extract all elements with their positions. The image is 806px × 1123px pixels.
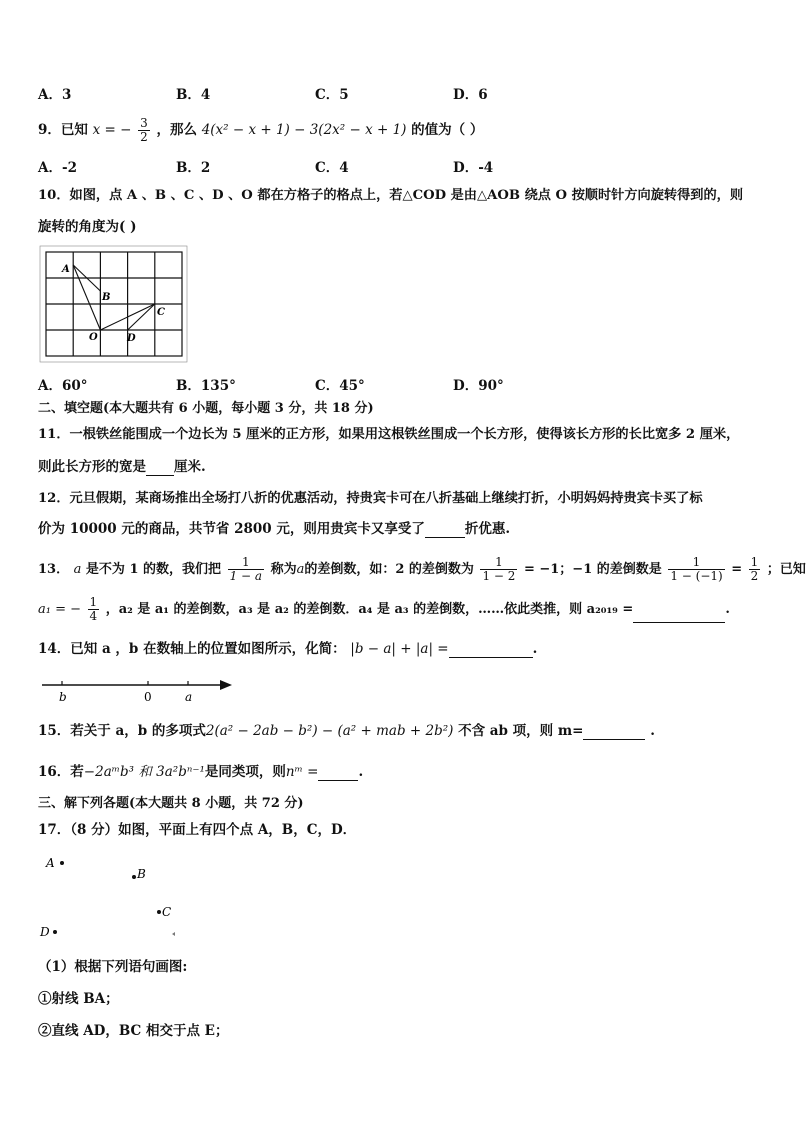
q17-item-1: ①射线 BA；	[38, 991, 119, 1007]
q10-label-a: A	[62, 264, 70, 275]
q15-line	[38, 722, 655, 740]
q14-label-a: a	[185, 690, 193, 704]
q13-text-6: ，a₂ 是 a₁ 的差倒数，a₃ 是 a₂ 的差倒数．a₄ 是 a₃ 的差倒数，……依此类推，则 a₂₀₁₉ =	[105, 602, 634, 617]
q13-end: .	[725, 602, 730, 617]
q9-fraction	[138, 117, 150, 144]
q13-frac-5-num: 1	[89, 595, 98, 609]
q13-frac-5-den: 4	[89, 609, 98, 623]
q17-point-c	[157, 910, 161, 914]
q13-number: 13．	[38, 562, 70, 577]
q17-line: 17．（8 分）如图，平面上有四个点 A，B，C，D．	[38, 822, 357, 838]
q13-var-a: a	[73, 562, 82, 577]
q9-option-c: C．4	[315, 160, 349, 176]
q17-point-b	[132, 875, 136, 879]
q9-frac-den: 2	[140, 130, 148, 144]
q16-expression-2: nᵐ =	[285, 764, 319, 780]
q13-frac-2	[480, 556, 517, 583]
q10-line-1: 10．如图，点 A 、B 、C 、D 、O 都在方格子的格点上，若△COD 是由△AOB 绕点 O 按顺时针方向旋转得到的，则	[38, 188, 744, 203]
q13-frac-2-num: 1	[480, 556, 517, 570]
q17-label-d: D	[40, 925, 50, 939]
q13-frac-4-num: 1	[750, 555, 759, 569]
q13-text-5: ；已知	[766, 562, 806, 577]
q16-line	[38, 763, 363, 781]
q13-frac-4	[749, 556, 761, 583]
q17-label-b: B	[137, 867, 146, 881]
q13-text-3: 的差倒数，如：2 的差倒数为	[304, 562, 474, 577]
q17-label-c: C	[162, 905, 172, 919]
q12-line-2	[38, 520, 510, 538]
q17-mark-icon	[172, 932, 175, 936]
q17-sub-1: （1）根据下列语句画图:	[38, 959, 188, 975]
q15-expression: 2(a² − 2ab − b²) − (a² + mab + 2b²)	[205, 723, 454, 739]
q17-point-d	[53, 930, 57, 934]
q9-frac-num: 3	[140, 116, 148, 130]
q16-mid: 是同类项，则	[204, 764, 286, 780]
q14-line	[38, 640, 537, 658]
q10-option-a: A．60°	[38, 378, 88, 394]
q12-answer-blank[interactable]	[425, 523, 465, 538]
q14-arrow-icon	[220, 680, 232, 690]
q8-option-c: C．5	[315, 87, 349, 103]
q14-answer-blank[interactable]	[449, 643, 533, 658]
q15-mid: 不含 ab 项，则 m=	[458, 723, 584, 739]
q14-end: .	[532, 641, 538, 657]
q13-frac-5	[88, 596, 100, 623]
q13-a1: a₁ = −	[38, 602, 82, 617]
q17-label-a: A	[46, 856, 55, 870]
q9-suffix: 的值为（ ）	[411, 122, 484, 138]
q10-label-d: D	[127, 333, 136, 344]
q13-frac-4-den: 2	[750, 569, 759, 583]
q10-label-b: B	[102, 292, 111, 303]
q12-line-1: 12．元旦假期，某商场推出全场打八折的优惠活动，持贵宾卡可在八折基础上继续打折，小明妈妈持贵宾卡买了标	[38, 491, 703, 506]
q13-frac-1-num: 1	[228, 556, 264, 570]
q9-option-d: D．-4	[453, 160, 494, 176]
q13-var-a-2: a	[296, 562, 305, 577]
q14-text: 14．已知 a ，b 在数轴上的位置如图所示，化简：	[38, 641, 346, 657]
q14-expression: |b − a| + |a| =	[350, 641, 449, 657]
q9-prefix: 9．已知	[38, 122, 88, 138]
q17-point-a	[60, 861, 64, 865]
q13-text-1: 是不为 1 的数，我们把	[85, 562, 222, 577]
q13-equals: =	[731, 562, 743, 577]
q11-answer-blank[interactable]	[146, 461, 174, 476]
section-3-heading: 三、解下列各题(本大题共 8 小题，共 72 分)	[38, 796, 304, 811]
q10-option-c: C．45°	[315, 378, 365, 394]
q13-text-4: = −1；−1 的差倒数是	[523, 562, 662, 577]
q15-end: .	[650, 723, 655, 739]
q10-grid-figure	[38, 244, 190, 364]
q8-option-b: B．4	[176, 87, 211, 103]
q9-expression: 4(x² − x + 1) − 3(2x² − x + 1)	[201, 122, 407, 138]
q17-item-2: ②直线 AD，BC 相交于点 E；	[38, 1023, 229, 1039]
q13-text-2: 称为	[270, 562, 297, 577]
q13-frac-3	[668, 556, 724, 583]
q9-option-a: A．-2	[38, 160, 77, 176]
q16-end: .	[358, 764, 364, 780]
q11-unit: 厘米.	[174, 459, 206, 475]
q10-line-2: 旋转的角度为( )	[38, 219, 137, 235]
q16-answer-blank[interactable]	[318, 766, 358, 781]
q15-answer-blank[interactable]	[583, 725, 645, 740]
q10-option-d: D．90°	[453, 378, 504, 394]
q8-option-d: D．6	[453, 87, 488, 103]
q13-line-1	[38, 556, 806, 583]
q16-expression: −2aᵐb³ 和 3a²bⁿ⁻¹	[83, 764, 205, 780]
q15-text: 15．若关于 a，b 的多项式	[38, 723, 206, 739]
q11-line-2	[38, 458, 206, 476]
question-9	[38, 117, 483, 144]
q11-text: 则此长方形的宽是	[38, 459, 146, 475]
q12-text: 价为 10000 元的商品，共节省 2800 元，则用贵宾卡又享受了	[38, 521, 425, 537]
q13-frac-2-den: 1 − 2	[482, 569, 516, 583]
q8-option-a: A．3	[38, 87, 72, 103]
section-2-heading: 二、填空题(本大题共有 6 小题，每小题 3 分，共 18 分)	[38, 401, 374, 416]
q12-end: 折优惠.	[464, 521, 511, 537]
q13-line-2	[38, 596, 730, 623]
q10-label-c: C	[157, 307, 165, 318]
q9-mid: ，那么	[156, 122, 197, 138]
q13-frac-3-num: 1	[668, 556, 724, 570]
q10-option-b: B．135°	[176, 378, 236, 394]
q14-label-b: b	[59, 690, 67, 704]
q9-option-b: B．2	[176, 160, 211, 176]
q10-triangles	[73, 265, 155, 330]
q13-frac-3-den: 1 − (−1)	[670, 569, 723, 583]
q17-points-figure	[38, 850, 198, 942]
q16-text: 16．若	[38, 764, 84, 780]
q14-label-zero: 0	[144, 690, 152, 704]
q13-frac-1	[228, 556, 264, 583]
q13-frac-1-den: 1 − a	[229, 569, 263, 583]
q13-answer-blank[interactable]	[633, 608, 725, 623]
q9-x-eq: x = −	[92, 122, 132, 138]
q10-label-o: O	[89, 332, 98, 343]
q14-number-line	[38, 674, 238, 706]
q11-line-1: 11．一根铁丝能围成一个边长为 5 厘米的正方形，如果用这根铁丝围成一个长方形，使得该长方形的长比宽多 2 厘米，	[38, 427, 740, 442]
